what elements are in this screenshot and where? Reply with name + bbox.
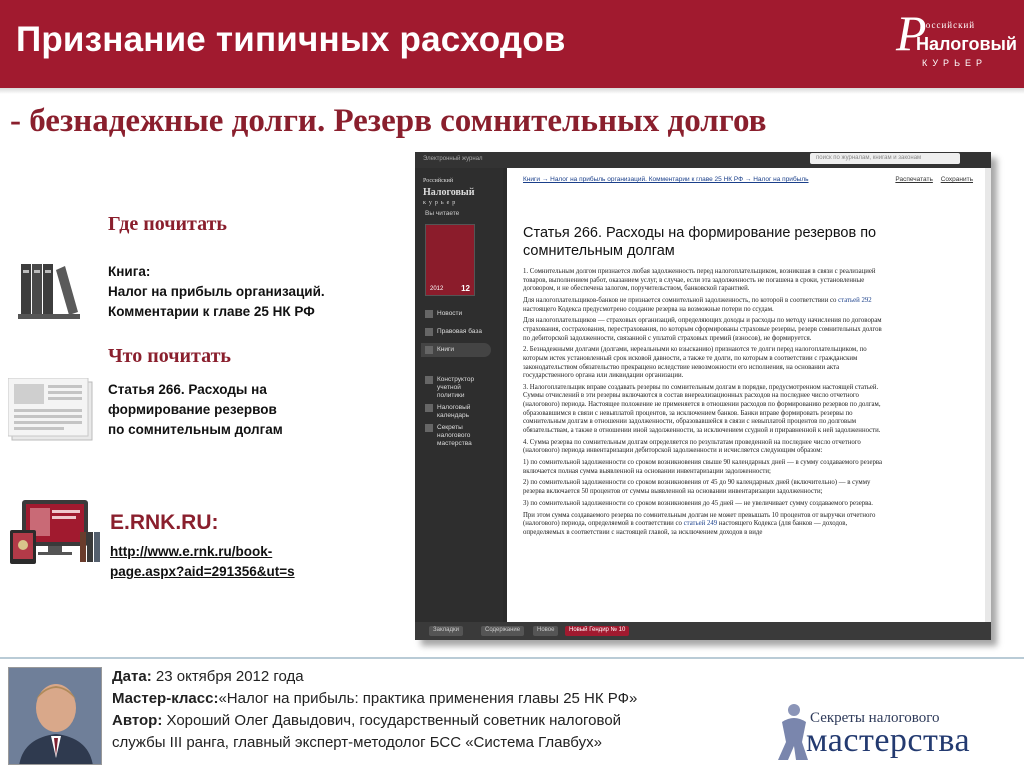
ernk-label: E.RNK.RU: — [110, 511, 219, 534]
brand-line2: Налоговый — [916, 34, 1017, 54]
screenshot-bottom-bar — [415, 622, 991, 640]
bookmarks-button[interactable]: Закладки — [429, 626, 463, 636]
journal-cover[interactable] — [425, 224, 475, 296]
secrets-logo — [770, 700, 1020, 762]
article-paragraph: 4. Сумма резерва по сомнительным долгам определяется по результатам проведенной на последнее число отчетного (налогового) периода инвентаризации дебиторской задолженности и исчисляется следующим образом: — [523, 438, 861, 455]
screenshot-logo-line1: Российский — [423, 178, 454, 184]
article-paragraph: 1) по сомнительной задолженности со сроком возникновения свыше 90 календарных дней — в сумму создаваемого резерва включается полная сумма выявленной на основании инвентаризации задолженности; — [523, 459, 883, 475]
calendar-line1: Налоговый — [437, 404, 471, 411]
print-link[interactable]: Распечатать — [895, 176, 933, 183]
article-paragraph — [523, 297, 885, 314]
brand-line1: Российский — [920, 20, 976, 30]
sidebar-item-legal-base[interactable] — [425, 328, 482, 336]
newspaper-icon — [8, 378, 94, 442]
sidebar-item-secrets-label — [437, 424, 472, 448]
p10-text-a: При этом сумма создаваемого резерва по сомнительным долгам не может превышать 10 процентов от выручки отчетного (налогового) периода, определяемой в соответствии со — [523, 511, 876, 528]
book-description — [108, 262, 408, 322]
sidebar-item-constructor[interactable] — [425, 376, 474, 400]
brand-line3: КУРЬЕР — [922, 58, 987, 68]
author-row-continued: службы III ранга, главный эксперт-методолог БСС «Система Главбух» — [112, 734, 602, 751]
calendar-icon — [425, 404, 433, 412]
author-photo — [8, 667, 102, 765]
what-to-read-heading: Что почитать — [108, 345, 231, 367]
ernk-link[interactable] — [110, 542, 320, 582]
constructor-icon — [425, 376, 433, 384]
where-to-read-heading: Где почитать — [108, 213, 227, 235]
constructor-line1: Конструктор — [437, 376, 475, 383]
date-label: Дата: — [112, 668, 152, 685]
page-scrollbar[interactable] — [985, 168, 991, 622]
author-label: Автор: — [112, 712, 163, 729]
breadcrumb[interactable]: Книги → Налог на прибыль организаций. Комментарии к главе 25 НК РФ → Налог на прибыль — [523, 176, 809, 183]
calendar-line2: календарь — [437, 412, 470, 419]
date-row — [112, 666, 762, 688]
article-paragraph: 3) по сомнительной задолженности со сроком возникновения до 45 дней — не увеличивает сумму создаваемого резерва. — [523, 499, 873, 507]
article-line1: Статья 266. Расходы на — [108, 382, 267, 397]
newest-issue-button[interactable]: Новый Гендир № 10 — [565, 626, 629, 636]
screenshot-topbar — [415, 152, 991, 168]
article-paragraph: 3. Налогоплательщик вправе создавать резервы по сомнительным долгам в порядке, предусмотренном настоящей статьей. Суммы отчислений в эти резервы включаются в состав внереализационных расходов на последнее число отчетного (налогового) периода. Настоящее положение не применяется в отношении расходов по формированию резервов по долгам, образовавшимся в связи с невыплатой процентов, за исключением банков. Банки вправе формировать резервы по сомнительным долгам в отношении задолженности, образовавшейся в связи с невыплатой процентов по долговым обязательствам, а также в отношении иной задолженности, за исключением ссудной и приравненной к ней задолженности. — [523, 383, 881, 434]
secrets-big-text: мастерства — [806, 722, 971, 759]
secrets-small-text: Секреты налогового — [810, 710, 940, 726]
article-description — [108, 380, 408, 440]
sidebar-item-legal-base-label: Правовая база — [437, 328, 482, 335]
article-line3: по сомнительным долгам — [108, 422, 283, 437]
books-nav-icon — [425, 346, 433, 354]
screenshot-logo-line2: Налоговый — [423, 187, 475, 198]
header-band — [0, 0, 1024, 88]
header-shadow — [0, 88, 1024, 94]
secrets-line2: налогового — [437, 432, 471, 439]
sidebar-item-books[interactable] — [421, 343, 491, 357]
slide-title: Признание типичных расходов — [16, 20, 566, 59]
article-title: Статья 266. Расходы на формирование резервов по сомнительным долгам — [523, 225, 877, 259]
sidebar-item-books-label: Книги — [437, 346, 455, 353]
screenshot-sidebar — [415, 168, 503, 622]
master-class-value: «Налог на прибыль: практика применения главы 25 НК РФ» — [218, 690, 638, 707]
brand-logo — [888, 5, 1017, 72]
devices-icon — [8, 496, 104, 566]
ernk-link-line1[interactable]: http://www.e.rnk.ru/book- — [110, 544, 273, 559]
lecture-info — [112, 666, 762, 754]
article-249-link[interactable]: статьей 249 — [683, 520, 718, 528]
footer-divider — [0, 657, 1024, 659]
page-actions — [889, 176, 973, 183]
sidebar-item-constructor-label — [437, 376, 474, 400]
author-value: Хороший Олег Давыдович, государственный советник налоговой — [166, 712, 622, 729]
news-icon — [425, 310, 433, 318]
book-title-line2: Комментарии к главе 25 НК РФ — [108, 304, 315, 319]
author-portrait-icon — [9, 668, 102, 765]
secrets-line1: Секреты — [437, 424, 463, 431]
legal-base-icon — [425, 328, 433, 336]
ej-label: Электронный журнал — [423, 156, 483, 162]
p2-text-b: настоящего Кодекса предусмотрено создание резерва на возможные потери по ссудам. — [523, 305, 774, 313]
secrets-icon — [425, 424, 433, 432]
secrets-line3: мастерства — [437, 440, 472, 447]
article-line2: формирование резервов — [108, 402, 277, 417]
screenshot-search-input[interactable]: поиск по журналам, книгам и законам — [810, 153, 960, 164]
article-page — [507, 168, 991, 622]
master-class-label: Мастер-класс: — [112, 690, 219, 707]
screenshot-logo — [423, 176, 475, 209]
article-body — [523, 268, 885, 541]
article-paragraph: 1. Сомнительным долгом признается любая задолженность перед налогоплательщиком, возникшая в связи с реализацией товаров, выполнением работ, оказанием услуг, в случае, если эта задолженность не погашена в сроки, установленные договором, и не обеспечена залогом, поручительством, банковской гарантией. — [523, 268, 876, 293]
contents-button[interactable]: Содержание — [481, 626, 524, 636]
sidebar-item-news-label: Новости — [437, 310, 463, 317]
article-paragraph — [523, 512, 885, 538]
save-link[interactable]: Сохранить — [940, 176, 973, 183]
article-paragraph: 2) по сомнительной задолженности со сроком возникновения от 45 до 90 календарных дней (включительно) — в сумму резерва включается 50 процентов от суммы выявленной на основании инвентаризации задолженности; — [523, 479, 871, 495]
reading-now-label: Вы читаете — [425, 210, 460, 217]
article-paragraph: 2. Безнадежными долгами (долгами, нереальными ко взысканию) признаются те долги перед налогоплательщиком, по которым истек установленный срок исковой давности, а также те долги, по которым в соответствии с гражданским законодательством обязательство прекращено вследствие невозможности его исполнения, на основании акта государственного органа или ликвидации организации. — [523, 346, 867, 380]
p2-text-a: Для налогоплательщиков-банков не признается сомнительной задолженность, по которой в соответствии со — [523, 296, 837, 304]
sidebar-item-calendar[interactable] — [425, 404, 470, 420]
p10-text-b: настоящего Кодекса (для банков — доходов, определяемых в соответствии с настоящей главой, за исключением доходов в виде — [523, 520, 848, 536]
cover-year: 2012 — [430, 286, 444, 292]
brand-monogram: Р — [896, 5, 927, 61]
book-title-line1: Налог на прибыль организаций. — [108, 284, 325, 299]
article-paragraph: Для налогоплательщиков — страховых организаций, определяющих доходы и расходы по методу начисления по договорам страхования, сострахования, перестрахования, по которым сформированы страховые резервы, резерв сомнительных долгов по дебиторской задолженности, связанной с уплатой страховых премий (взносов), не формируется. — [523, 317, 882, 342]
e-journal-screenshot — [415, 152, 991, 640]
sidebar-item-secrets[interactable] — [425, 424, 472, 448]
sidebar-item-news[interactable] — [425, 310, 462, 318]
article-292-link[interactable]: статьей 292 — [838, 296, 872, 304]
constructor-line3: политики — [437, 392, 465, 399]
screenshot-logo-line3: курьер — [423, 200, 459, 206]
books-icon — [18, 260, 80, 320]
date-value: 23 октября 2012 года — [155, 668, 304, 685]
new-button[interactable]: Новое — [533, 626, 558, 636]
constructor-line2: учетной — [437, 384, 461, 391]
sidebar-item-calendar-label — [437, 404, 470, 420]
master-class-row — [112, 688, 762, 710]
ernk-link-line2[interactable]: page.aspx?aid=291356&ut=s — [110, 564, 295, 579]
author-row — [112, 710, 762, 732]
slide-subtitle: - безнадежные долги. Резерв сомнительных долгов — [10, 103, 767, 139]
book-label: Книга: — [108, 264, 151, 279]
cover-number: 12 — [461, 284, 470, 293]
